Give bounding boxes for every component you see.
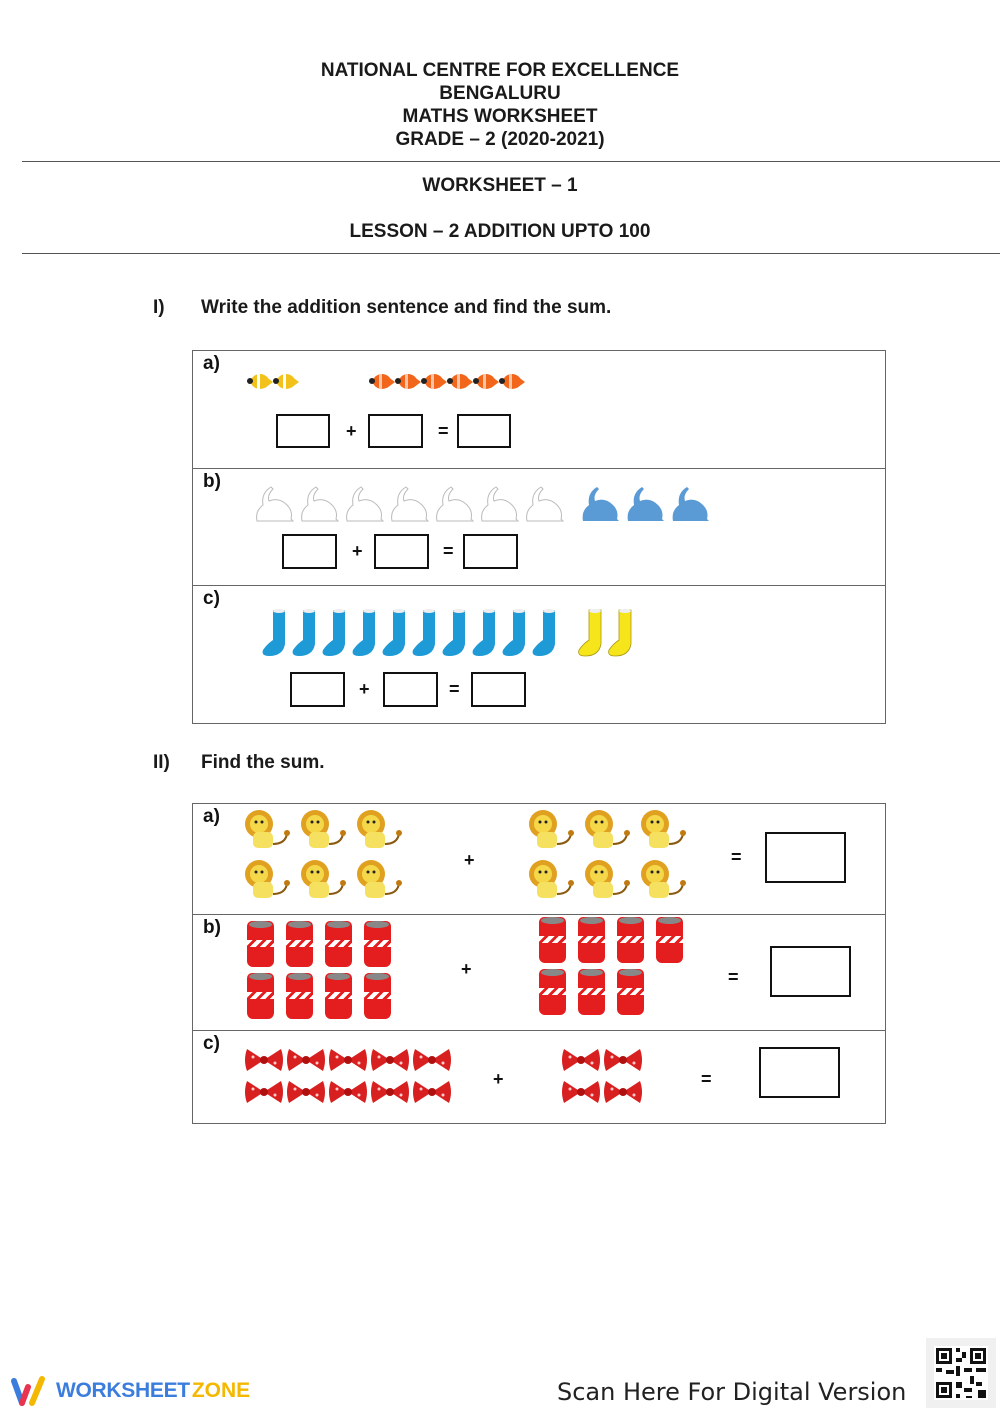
rabbit-outline-icon — [431, 483, 476, 525]
question-label: c) — [203, 1033, 220, 1054]
answer-box-addend-1[interactable] — [276, 414, 330, 448]
can-icon — [286, 973, 313, 1019]
equals-sign: = — [449, 679, 460, 699]
answer-box-sum[interactable] — [471, 672, 526, 707]
grade-title: GRADE – 2 (2020-2021) — [395, 129, 605, 150]
scan-instruction: Scan Here For Digital Version — [557, 1378, 907, 1406]
bow-group-2 — [560, 1045, 646, 1107]
equals-sign: = — [438, 421, 449, 441]
can-icon — [539, 917, 566, 963]
sock-icon — [379, 608, 409, 658]
plus-sign: + — [461, 959, 472, 979]
fish-icon — [447, 371, 473, 393]
can-icon — [364, 973, 391, 1019]
rabbit-outline-icon — [251, 483, 296, 525]
rabbit-outline-icon — [476, 483, 521, 525]
can-icon — [325, 921, 352, 967]
can-icon — [617, 917, 644, 963]
can-icon — [325, 973, 352, 1019]
city-name: BENGALURU — [439, 83, 561, 104]
white-rabbit-group — [251, 483, 566, 525]
fish-icon — [247, 371, 273, 393]
rabbit-icon — [577, 483, 622, 525]
yellow-fish-group — [247, 371, 299, 393]
can-icon — [578, 917, 605, 963]
can-icon — [656, 917, 683, 963]
answer-box-addend-2[interactable] — [383, 672, 438, 707]
question-label: b) — [203, 917, 221, 938]
can-icon — [578, 969, 605, 1015]
question-row — [193, 1030, 885, 1123]
bow-icon — [602, 1077, 644, 1107]
lion-icon — [241, 808, 297, 850]
rabbit-outline-icon — [386, 483, 431, 525]
orange-fish-group — [369, 371, 525, 393]
section-number: I) — [153, 297, 165, 318]
lesson-title: LESSON – 2 ADDITION UPTO 100 — [349, 221, 651, 242]
rabbit-outline-icon — [521, 483, 566, 525]
plus-sign: + — [359, 679, 370, 699]
sock-icon — [259, 608, 289, 658]
can-icon — [247, 921, 274, 967]
lion-icon — [637, 858, 693, 900]
fish-icon — [369, 371, 395, 393]
brand-name-part2: ZONE — [191, 1379, 251, 1402]
lion-group-1 — [241, 808, 421, 900]
bow-icon — [602, 1045, 644, 1075]
question-label: b) — [203, 471, 221, 492]
lion-icon — [297, 808, 353, 850]
lion-icon — [581, 858, 637, 900]
brand-name-part1: WORKSHEET — [56, 1379, 190, 1402]
fish-icon — [499, 371, 525, 393]
bow-icon — [411, 1045, 453, 1075]
sock-icon — [289, 608, 319, 658]
qr-code-icon[interactable] — [926, 1338, 996, 1408]
rabbit-icon — [622, 483, 667, 525]
answer-box-addend-2[interactable] — [374, 534, 429, 569]
yellow-sock-group — [575, 608, 635, 658]
plus-sign: + — [464, 850, 475, 870]
sock-icon — [469, 608, 499, 658]
rabbit-outline-icon — [341, 483, 386, 525]
answer-box-sum[interactable] — [765, 832, 846, 883]
fish-icon — [473, 371, 499, 393]
answer-box-sum[interactable] — [463, 534, 518, 569]
lion-icon — [525, 858, 581, 900]
plus-sign: + — [352, 541, 363, 561]
lion-group-2 — [525, 808, 705, 900]
bow-icon — [327, 1045, 369, 1075]
sock-icon — [439, 608, 469, 658]
question-row — [193, 914, 885, 1030]
equals-sign: = — [728, 967, 739, 987]
lion-icon — [525, 808, 581, 850]
divider-top — [22, 161, 1000, 162]
bow-icon — [285, 1045, 327, 1075]
lion-icon — [581, 808, 637, 850]
lion-icon — [353, 808, 409, 850]
bow-icon — [243, 1045, 285, 1075]
answer-box-addend-2[interactable] — [368, 414, 423, 448]
sock-icon — [349, 608, 379, 658]
question-row — [193, 468, 885, 585]
section-2-table — [192, 803, 886, 1124]
section-instruction: Write the addition sentence and find the sum. — [201, 297, 612, 318]
bow-icon — [369, 1045, 411, 1075]
can-icon — [539, 969, 566, 1015]
worksheetzone-logo[interactable] — [10, 1375, 250, 1407]
can-group-1 — [247, 921, 407, 1019]
can-icon — [617, 969, 644, 1015]
question-label: c) — [203, 588, 220, 609]
bow-icon — [369, 1077, 411, 1107]
logo-w-icon — [10, 1375, 50, 1407]
divider-bottom — [22, 253, 1000, 254]
equals-sign: = — [443, 541, 454, 561]
section-instruction: Find the sum. — [201, 752, 325, 773]
bow-icon — [560, 1045, 602, 1075]
sock-icon — [529, 608, 559, 658]
blue-sock-group — [259, 608, 559, 658]
sock-icon — [409, 608, 439, 658]
answer-box-sum[interactable] — [457, 414, 511, 448]
lion-icon — [353, 858, 409, 900]
rabbit-outline-icon — [296, 483, 341, 525]
answer-box-sum[interactable] — [759, 1047, 840, 1098]
question-row — [193, 351, 885, 468]
plus-sign: + — [346, 421, 357, 441]
subject-title: MATHS WORKSHEET — [402, 106, 598, 127]
can-group-2 — [539, 917, 699, 1015]
bow-icon — [411, 1077, 453, 1107]
equals-sign: = — [731, 847, 742, 867]
blue-rabbit-group — [577, 483, 712, 525]
bow-icon — [327, 1077, 369, 1107]
fish-icon — [273, 371, 299, 393]
bow-icon — [243, 1077, 285, 1107]
fish-icon — [421, 371, 447, 393]
question-row — [193, 585, 885, 723]
sock-icon — [605, 608, 635, 658]
question-label: a) — [203, 806, 220, 827]
bow-group-1 — [243, 1045, 458, 1107]
section-1-table — [192, 350, 886, 724]
bow-icon — [285, 1077, 327, 1107]
question-label: a) — [203, 353, 220, 374]
can-icon — [247, 973, 274, 1019]
answer-box-addend-1[interactable] — [290, 672, 345, 707]
bow-icon — [560, 1077, 602, 1107]
sock-icon — [575, 608, 605, 658]
sock-icon — [319, 608, 349, 658]
answer-box-addend-1[interactable] — [282, 534, 337, 569]
lion-icon — [637, 808, 693, 850]
school-name: NATIONAL CENTRE FOR EXCELLENCE — [320, 60, 680, 81]
rabbit-icon — [667, 483, 712, 525]
answer-box-sum[interactable] — [770, 946, 851, 997]
worksheet-number: WORKSHEET – 1 — [422, 175, 578, 196]
lion-icon — [297, 858, 353, 900]
equals-sign: = — [701, 1069, 712, 1089]
lion-icon — [241, 858, 297, 900]
can-icon — [364, 921, 391, 967]
plus-sign: + — [493, 1069, 504, 1089]
sock-icon — [499, 608, 529, 658]
section-number: II) — [153, 752, 170, 773]
fish-icon — [395, 371, 421, 393]
question-row — [193, 804, 885, 914]
can-icon — [286, 921, 313, 967]
